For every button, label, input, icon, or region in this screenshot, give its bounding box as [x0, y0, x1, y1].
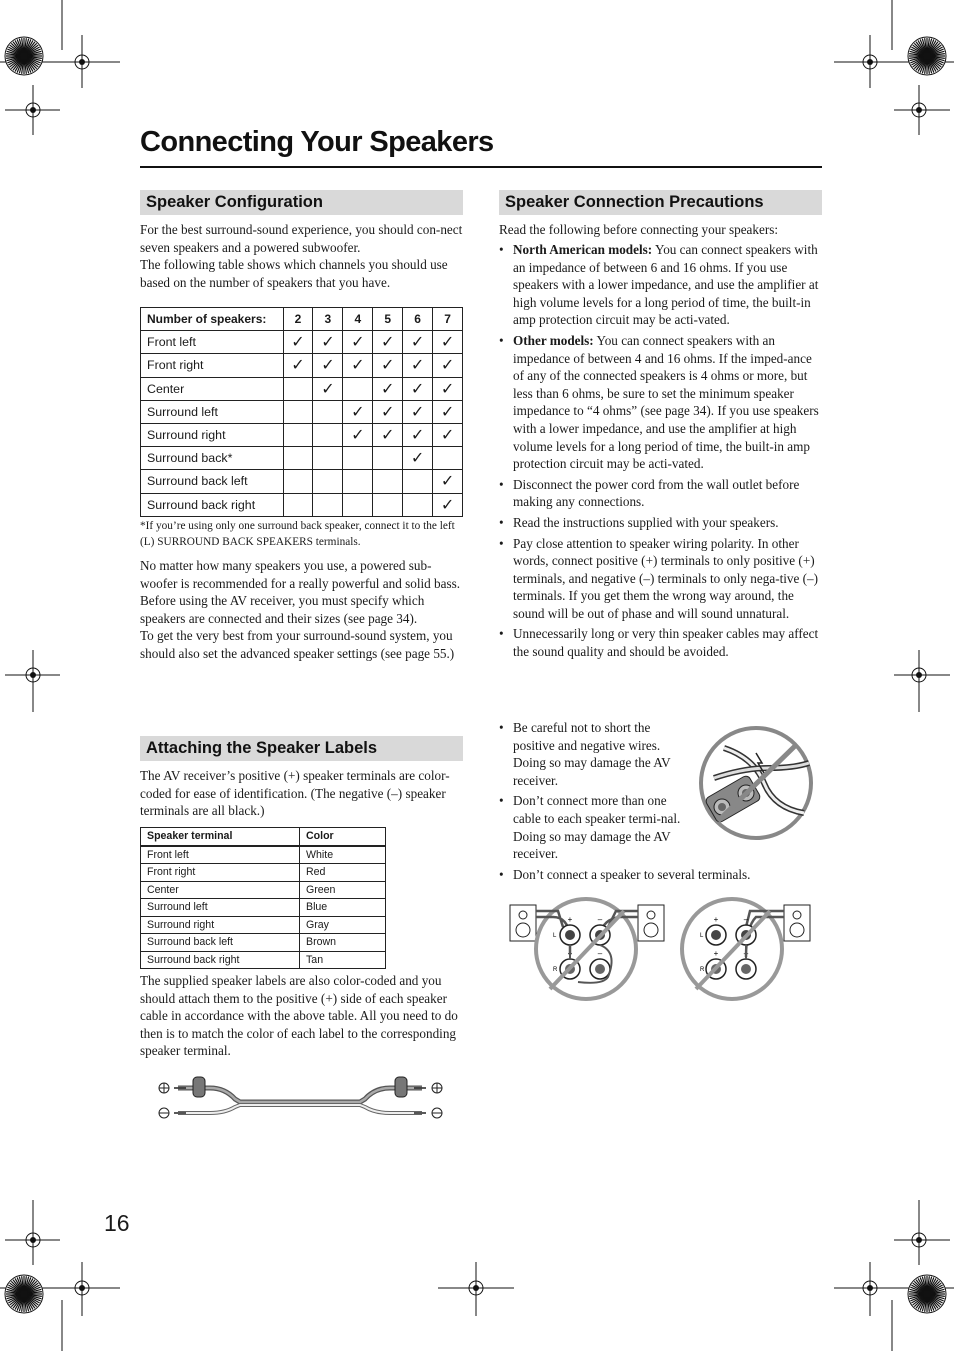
check-cell: ✓	[373, 423, 403, 446]
color-cell: Red	[300, 864, 386, 882]
minus-label: –	[743, 915, 749, 924]
item-text: Don’t connect more than one cable to each speaker termi-nal. Doing so may damage the AV receiver.	[513, 793, 681, 862]
plus-label: +	[713, 915, 719, 924]
check-cell	[313, 493, 343, 516]
item-text: Read the instructions supplied with your speakers.	[513, 514, 779, 530]
color-cell: Gray	[300, 916, 386, 934]
check-cell: ✓	[373, 400, 403, 423]
minus-label: –	[597, 949, 603, 958]
table-row	[141, 881, 386, 899]
paragraph: Before using the AV receiver, you must specify which speakers are connected and their sizes (see page 34).	[140, 593, 425, 626]
short-wires-illustration	[694, 723, 818, 841]
row-label: Front left	[141, 331, 284, 354]
page-number: 16	[104, 1210, 130, 1236]
list-item	[499, 476, 821, 511]
item-text: Pay close attention to speaker wiring polarity. In other words, connect positive (+) terminals to only positive (+) terminals, and negative (–) terminals to only nega-tive (–) terminals. If you get them the wrong way around, the sound will be out of phase and will sound unnatural.	[513, 535, 819, 621]
check-cell	[403, 493, 433, 516]
item-bold: Other models:	[513, 332, 594, 348]
item-text: Unnecessarily long or very thin speaker cables may affect the sound quality and should be avoided.	[513, 626, 819, 660]
check-cell: ✓	[373, 354, 403, 377]
row-label: Surround back right	[141, 493, 284, 516]
speaker-cable-illustration	[150, 1072, 450, 1122]
wrong-wiring-illustration-2	[680, 897, 812, 1003]
check-cell: ✓	[433, 493, 463, 516]
check-cell	[283, 423, 313, 446]
color-cell: Brown	[300, 934, 386, 952]
plus-label: +	[567, 949, 573, 958]
check-cell: ✓	[313, 354, 343, 377]
section-heading-speaker-labels: Attaching the Speaker Labels	[140, 736, 463, 761]
precautions-list-a	[499, 241, 821, 661]
terminal-cell: Front left	[141, 846, 300, 864]
check-cell: ✓	[343, 423, 373, 446]
table-row	[141, 864, 386, 882]
check-cell: ✓	[403, 377, 433, 400]
item-text: Disconnect the power cord from the wall outlet before making any connections.	[513, 476, 800, 510]
check-cell: ✓	[403, 354, 433, 377]
check-cell	[373, 470, 403, 493]
precautions-list-c	[499, 866, 821, 884]
check-cell: ✓	[403, 423, 433, 446]
header-speaker-terminal: Speaker terminal	[141, 828, 300, 846]
color-cell: White	[300, 846, 386, 864]
color-cell: Tan	[300, 951, 386, 969]
l-label: L	[553, 933, 557, 939]
check-cell	[343, 447, 373, 470]
check-cell: ✓	[433, 377, 463, 400]
l-label: L	[700, 933, 704, 939]
check-cell: ✓	[313, 377, 343, 400]
check-cell: ✓	[343, 331, 373, 354]
table-row	[141, 470, 463, 493]
check-cell	[283, 400, 313, 423]
paragraph: The following table shows which channels you should use based on the number of speakers that you have.	[140, 257, 448, 290]
list-item	[499, 792, 685, 862]
table-row	[141, 951, 386, 969]
check-cell: ✓	[403, 447, 433, 470]
table-row	[141, 447, 463, 470]
plus-label: +	[713, 949, 719, 958]
table-row	[141, 423, 463, 446]
item-text: You can connect speakers with an impedance of between 4 and 16 ohms. If the imped-ance of any of the connected speakers is 4 ohms or more, but less than 6 ohms, be sure to set the minimum speaker impedance to “4 ohms” (see page 34). If you use speakers with a lower impedance, and use the amplifier at high volume levels for a long period of time, the built-in amp protection circuit may be acti-vated.	[513, 332, 819, 472]
check-cell: ✓	[283, 331, 313, 354]
item-text: Be careful not to short the positive and negative wires. Doing so may damage the AV receiver.	[513, 720, 671, 788]
list-item	[499, 625, 821, 660]
section-heading-speaker-configuration: Speaker Configuration	[140, 190, 463, 215]
check-cell: ✓	[313, 331, 343, 354]
paragraph: For the best surround-sound experience, you should con-nect seven speakers and a powered subwoofer.	[140, 222, 463, 255]
row-label: Surround right	[141, 423, 284, 446]
plus-label: +	[567, 915, 573, 924]
check-cell: ✓	[283, 354, 313, 377]
list-item	[499, 719, 685, 789]
terminal-color-table	[140, 827, 386, 969]
column-header: 3	[313, 308, 343, 331]
table-row	[141, 916, 386, 934]
r-label: R	[553, 967, 558, 973]
table-header-row	[141, 828, 386, 846]
check-cell: ✓	[373, 377, 403, 400]
table-row	[141, 846, 386, 864]
minus-label: –	[743, 949, 749, 958]
list-item	[499, 332, 821, 473]
speaker-config-notes	[140, 557, 465, 663]
item-text: You can connect speakers with an impedance of between 6 and 16 ohms. If you use speakers with a lower impedance, and use the amplifier at high volume levels for a long period of time, the built-in amp protection circuit may be acti-vated.	[513, 242, 819, 328]
title-rule	[140, 166, 822, 168]
check-cell	[313, 423, 343, 446]
header-color: Color	[300, 828, 386, 846]
table-row	[141, 934, 386, 952]
labels-after: The supplied speaker labels are also color-coded and you should attach them to the positive (+) side of each speaker cable in accordance with the above table. All you need to do then is to match the color of each label to the corresponding speaker terminal.	[140, 973, 458, 1059]
item-bold: North American models:	[513, 242, 653, 257]
list-item	[499, 535, 821, 623]
table-row	[141, 493, 463, 516]
table-row	[141, 377, 463, 400]
row-label: Center	[141, 377, 284, 400]
list-item	[499, 514, 821, 532]
row-label: Surround left	[141, 400, 284, 423]
check-cell	[313, 470, 343, 493]
check-cell: ✓	[433, 354, 463, 377]
check-cell	[283, 447, 313, 470]
check-cell	[373, 493, 403, 516]
check-cell	[313, 447, 343, 470]
check-cell: ✓	[373, 331, 403, 354]
table-row	[141, 400, 463, 423]
check-cell: ✓	[433, 400, 463, 423]
terminal-cell: Center	[141, 881, 300, 899]
column-header: 5	[373, 308, 403, 331]
check-cell	[313, 400, 343, 423]
check-cell	[403, 470, 433, 493]
row-label: Surround back*	[141, 447, 284, 470]
section-heading-precautions: Speaker Connection Precautions	[499, 190, 822, 215]
check-cell: ✓	[403, 331, 433, 354]
speaker-channels-table	[140, 307, 463, 517]
labels-intro: The AV receiver’s positive (+) speaker terminals are color-coded for ease of identification. (The negative (–) speaker terminals are all black.)	[140, 768, 450, 819]
column-header: 4	[343, 308, 373, 331]
column-header: 6	[403, 308, 433, 331]
color-cell: Blue	[300, 899, 386, 917]
terminal-cell: Surround left	[141, 899, 300, 917]
check-cell	[343, 470, 373, 493]
item-text: Don’t connect a speaker to several terminals.	[513, 867, 751, 882]
check-cell	[283, 493, 313, 516]
check-cell: ✓	[403, 400, 433, 423]
check-cell: ✓	[433, 331, 463, 354]
check-cell: ✓	[343, 354, 373, 377]
page-title: Connecting Your Speakers	[140, 126, 494, 158]
row-label: Surround back left	[141, 470, 284, 493]
table-row	[141, 331, 463, 354]
check-cell: ✓	[343, 400, 373, 423]
column-header: 7	[433, 308, 463, 331]
color-cell: Green	[300, 881, 386, 899]
check-cell	[343, 377, 373, 400]
paragraph: To get the very best from your surround-sound system, you should also set the advanced speaker settings (see page 55.)	[140, 628, 455, 661]
column-header: 2	[283, 308, 313, 331]
check-cell	[283, 377, 313, 400]
footnote: *If you’re using only one surround back speaker, connect it to the left (L) SURROUND BACK SPEAKERS terminals.	[140, 520, 455, 548]
terminal-cell: Front right	[141, 864, 300, 882]
table-header-row	[141, 308, 463, 331]
terminal-cell: Surround back left	[141, 934, 300, 952]
r-label: R	[700, 967, 705, 973]
minus-label: –	[597, 915, 603, 924]
header-label: Number of speakers:	[141, 308, 284, 331]
check-cell	[433, 447, 463, 470]
check-cell	[343, 493, 373, 516]
list-item	[499, 866, 821, 884]
row-label: Front right	[141, 354, 284, 377]
table-row	[141, 899, 386, 917]
table-row	[141, 354, 463, 377]
terminal-cell: Surround right	[141, 916, 300, 934]
check-cell	[373, 447, 403, 470]
paragraph: No matter how many speakers you use, a powered sub-woofer is recommended for a really powerful and solid bass.	[140, 558, 461, 591]
precautions-list-b	[499, 719, 685, 863]
check-cell: ✓	[433, 470, 463, 493]
speaker-config-intro	[140, 221, 465, 291]
list-item	[499, 241, 821, 329]
terminal-cell: Surround back right	[141, 951, 300, 969]
precautions-intro: Read the following before connecting your speakers:	[499, 222, 779, 237]
wrong-wiring-illustration-1	[508, 897, 666, 1003]
check-cell	[283, 470, 313, 493]
check-cell: ✓	[433, 423, 463, 446]
